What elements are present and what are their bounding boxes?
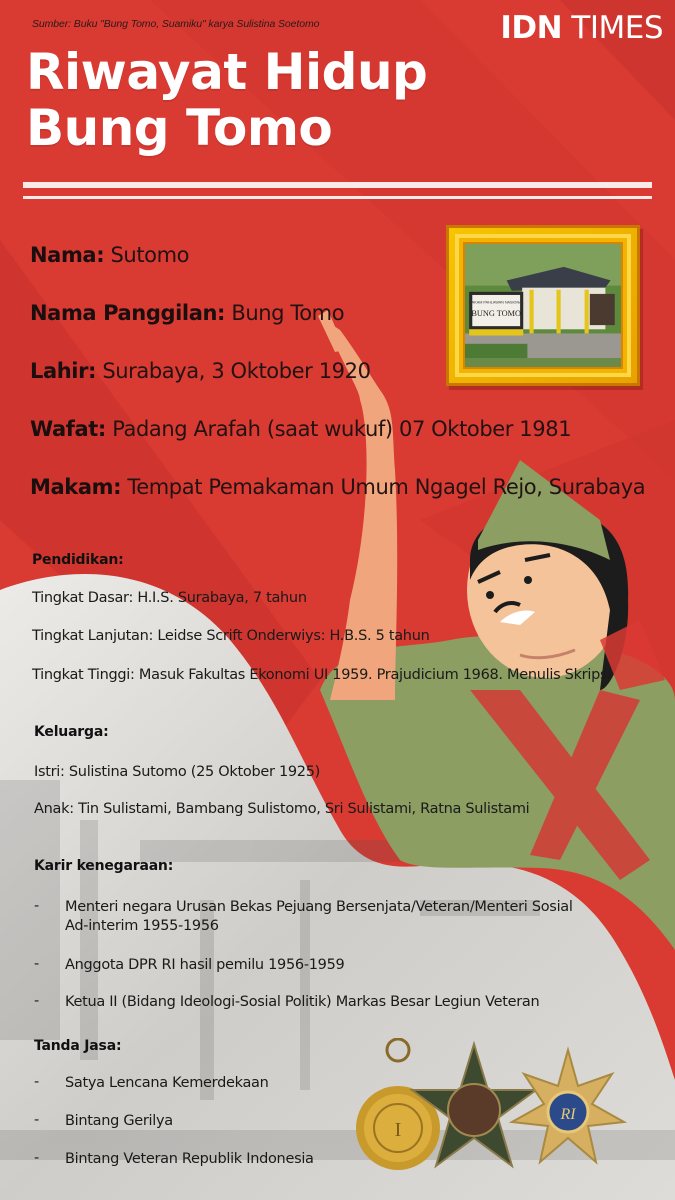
career-item-line: Menteri negara Urusan Bekas Pejuang Bersenjata/Veteran/Menteri Sosial	[65, 899, 573, 915]
info-row-nama	[30, 243, 189, 267]
award-item	[34, 1112, 173, 1131]
career-item-line: Ad-interim 1955-1956	[65, 918, 219, 934]
award-item-label: Bintang Veteran Republik Indonesia	[65, 1151, 314, 1167]
family-item: Istri: Sulistina Sutomo (25 Oktober 1925)	[34, 764, 320, 780]
svg-text:I: I	[394, 1119, 402, 1141]
info-label: Nama Panggilan:	[30, 301, 226, 325]
svg-text:BUNG TOMO: BUNG TOMO	[471, 308, 522, 318]
info-label: Wafat:	[30, 417, 106, 441]
bullet-dash: -	[34, 1074, 39, 1090]
career-item	[34, 898, 573, 936]
bullet-dash: -	[34, 898, 39, 914]
source-citation: Sumber: Buku "Bung Tomo, Suamiku" karya Sulistina Soetomo	[32, 18, 320, 30]
bullet-dash: -	[34, 956, 39, 972]
svg-text:MAKAM PAHLAWAN NASIONAL: MAKAM PAHLAWAN NASIONAL	[468, 300, 524, 305]
info-value: Padang Arafah (saat wukuf) 07 Oktober 1981	[105, 417, 572, 441]
bullet-dash: -	[34, 993, 39, 1009]
award-item-label: Bintang Gerilya	[65, 1113, 173, 1129]
info-label: Nama:	[30, 243, 105, 267]
section-heading-tanda-jasa: Tanda Jasa:	[34, 1038, 122, 1054]
divider-thick	[23, 182, 652, 188]
grave-photo-image	[465, 244, 621, 358]
title-line-1: Riwayat Hidup	[26, 43, 428, 101]
education-item: Tingkat Tinggi: Masuk Fakultas Ekonomi UI 1959. Prajudicium 1968. Menulis Skripsi	[32, 667, 611, 683]
info-value: Tempat Pemakaman Umum Ngagel Rejo, Surabaya	[121, 475, 646, 499]
award-item	[34, 1074, 269, 1093]
education-item: Tingkat Lanjutan: Leidse Scrift Onderwiys: H.B.S. 5 tahun	[32, 628, 430, 644]
section-heading-pendidikan: Pendidikan:	[32, 552, 124, 568]
info-row-wafat	[30, 417, 571, 441]
info-label: Lahir:	[30, 359, 97, 383]
svg-text:RI: RI	[560, 1106, 576, 1123]
grave-photo-frame	[446, 225, 640, 386]
info-value: Bung Tomo	[225, 301, 345, 325]
info-label: Makam:	[30, 475, 122, 499]
award-item-label: Satya Lencana Kemerdekaan	[65, 1075, 269, 1091]
page-title	[26, 44, 427, 156]
info-value: Sutomo	[104, 243, 190, 267]
info-value: Surabaya, 3 Oktober 1920	[96, 359, 371, 383]
career-item	[34, 993, 539, 1012]
bullet-dash: -	[34, 1112, 39, 1128]
education-item: Tingkat Dasar: H.I.S. Surabaya, 7 tahun	[32, 590, 307, 606]
title-line-2: Bung Tomo	[26, 99, 333, 157]
info-row-makam	[30, 475, 645, 499]
career-item	[34, 956, 344, 975]
section-heading-karir: Karir kenegaraan:	[34, 858, 174, 874]
medal-satya-lencana-icon	[356, 1039, 440, 1170]
award-item	[34, 1150, 314, 1169]
info-row-lahir	[30, 359, 371, 383]
bullet-dash: -	[34, 1150, 39, 1166]
info-row-nama-panggilan	[30, 301, 344, 325]
family-item: Anak: Tin Sulistami, Bambang Sulistomo, Sri Sulistami, Ratna Sulistami	[34, 801, 530, 817]
career-item-line: Ketua II (Bidang Ideologi-Sosial Politik) Markas Besar Legiun Veteran	[65, 994, 540, 1010]
career-item-line: Anggota DPR RI hasil pemilu 1956-1959	[65, 957, 345, 973]
medal-bintang-veteran-icon	[512, 1050, 624, 1162]
brand-logo-bold: IDN	[500, 10, 563, 46]
brand-logo-light: TIMES	[571, 10, 663, 46]
section-heading-keluarga: Keluarga:	[34, 724, 109, 740]
divider-thin	[23, 196, 652, 199]
brand-logo	[500, 10, 663, 46]
medals-illustration	[356, 1038, 636, 1178]
